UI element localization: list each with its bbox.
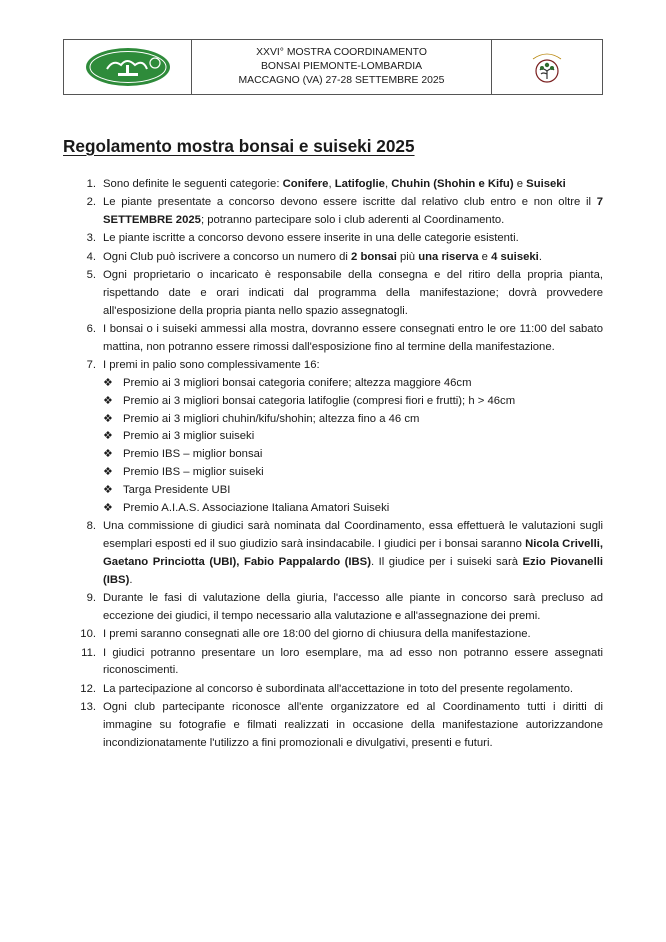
rule-number: 11. xyxy=(81,646,96,659)
prize-item: ❖ Targa Presidente UBI xyxy=(103,482,603,500)
header-line-2: BONSAI PIEMONTE-LOMBARDIA xyxy=(260,61,423,72)
rule-text: Durante le fasi di valutazione della giuria, l'accesso alle piante in concorso sarà precluso ad eccezione dei giudici, il tempo necessario alla valutazione e all'assegnazione dei premi. xyxy=(103,592,603,623)
rule-text: Ogni proprietario o incaricato è responsabile della consegna e del ritiro della propria pianta, rispettando date e orari indicati dal programma della manifestazione; dovrà provvedere all'esposizione della propria pianta nello spazio assegnatogli. xyxy=(103,268,603,317)
rule-text: La partecipazione al concorso è subordinata all'accettazione in toto del presente regolamento. xyxy=(103,682,574,695)
prize-item: ❖ Premio ai 3 miglior suiseki xyxy=(103,428,603,446)
diamond-bullet-icon: ❖ xyxy=(103,466,113,479)
rule-number: 7. xyxy=(86,358,96,371)
prize-item: ❖ Premio A.I.A.S. Associazione Italiana Amatori Suiseki xyxy=(103,500,603,518)
rule-number: 12. xyxy=(80,682,96,695)
rule-text: Le piante presentate a concorso devono essere iscritte dal relativo club entro e non oltre il 7 SETTEMBRE 2025; potranno partecipare solo i club aderenti al Coordinamento. xyxy=(103,196,603,227)
rule-number: 9. xyxy=(86,592,96,605)
rule-text: Ogni club partecipante riconosce all'ente organizzatore ed al Coordinamento tutti i diritti di immagine su fotografie e filmati realizzati in occasione della manifestazione autorizzandone incondizionatamente l'utilizzo a fini promozionali e divulgativi, presenti e futuri. xyxy=(103,700,603,749)
prize-item: ❖ Premio IBS – miglior suiseki xyxy=(103,464,603,482)
diamond-bullet-icon: ❖ xyxy=(103,376,113,389)
rule-item xyxy=(78,645,603,681)
rule-text: Le piante iscritte a concorso devono essere inserite in una delle categorie esistenti. xyxy=(103,232,519,245)
rule-text: Una commissione di giudici sarà nominata dal Coordinamento, essa effettuerà le valutazioni sugli esemplari esposti ed il suo giudizio sarà insindacabile. I giudici per i bonsai saranno Nicola Crivelli, Gaetano Princiotta (UBI), Fabio Pappalardo (IBS). Il giudice per i suiseki sarà Ezio Piovanelli (IBS). xyxy=(103,520,603,587)
rule-number: 10. xyxy=(80,628,96,641)
header-left-cell xyxy=(64,40,192,94)
rule-number: 5. xyxy=(86,268,96,281)
header-title-cell xyxy=(192,40,492,94)
rule-number: 6. xyxy=(86,322,96,335)
rule-text: I premi saranno consegnati alle ore 18:00 del giorno di chiusura della manifestazione. xyxy=(103,628,531,641)
diamond-bullet-icon: ❖ xyxy=(103,502,113,515)
diamond-bullet-icon: ❖ xyxy=(103,448,113,461)
rule-number: 2. xyxy=(86,196,96,209)
rule-text: I bonsai o i suiseki ammessi alla mostra, dovranno essere consegnati entro le ore 11:00 del sabato mattina, non potranno essere rimossi dall'esposizione fino al termine della manifestazione. xyxy=(103,322,603,353)
diamond-bullet-icon: ❖ xyxy=(103,484,113,497)
rule-item xyxy=(78,357,603,518)
rule-item xyxy=(78,176,603,194)
header-right-cell xyxy=(492,40,602,94)
diamond-bullet-icon: ❖ xyxy=(103,430,113,443)
rule-item xyxy=(78,194,603,230)
rule-item xyxy=(78,681,603,699)
rule-number: 3. xyxy=(86,232,96,245)
prize-item: ❖ Premio ai 3 migliori bonsai categoria latifoglie (compresi fiori e frutti); h > 46cm xyxy=(103,393,603,411)
rule-item xyxy=(78,230,603,248)
prize-list xyxy=(103,375,603,518)
rule-text: Ogni Club può iscrivere a concorso un numero di 2 bonsai più una riserva e 4 suiseki. xyxy=(103,250,542,263)
diamond-bullet-icon: ❖ xyxy=(103,412,113,425)
rule-item xyxy=(78,699,603,753)
rule-number: 1. xyxy=(86,178,96,190)
rule-item xyxy=(78,321,603,357)
header-line-1: XXVI° MOSTRA COORDINAMENTO xyxy=(256,47,427,58)
rule-item xyxy=(78,249,603,267)
rules-list xyxy=(78,176,603,753)
bonsai-coordination-logo-icon xyxy=(85,47,171,87)
rule-number: 13. xyxy=(80,700,96,713)
rule-item xyxy=(78,590,603,626)
prize-item: ❖ Premio ai 3 migliori bonsai categoria conifere; altezza maggiore 46cm xyxy=(103,375,603,393)
rule-text: I premi in palio sono complessivamente 16: xyxy=(103,358,320,371)
header-table xyxy=(63,39,603,95)
club-emblem-icon xyxy=(527,47,567,87)
rule-number: 4. xyxy=(86,250,96,263)
rule-text: Sono definite le seguenti categorie: Conifere, Latifoglie, Chuhin (Shohin e Kifu) e Suiseki xyxy=(103,178,566,190)
rule-item xyxy=(78,626,603,644)
prize-item: ❖ Premio ai 3 migliori chuhin/kifu/shohin; altezza fino a 46 cm xyxy=(103,411,603,429)
rule-number: 8. xyxy=(86,520,96,533)
prize-item: ❖ Premio IBS – miglior bonsai xyxy=(103,446,603,464)
diamond-bullet-icon: ❖ xyxy=(103,394,113,407)
page-title: Regolamento mostra bonsai e suiseki 2025 xyxy=(63,136,415,156)
rule-item xyxy=(78,267,603,321)
header-line-3: MACCAGNO (VA) 27-28 SETTEMBRE 2025 xyxy=(238,75,445,86)
rule-item xyxy=(78,518,603,590)
rule-text: I giudici potranno presentare un loro esemplare, ma ad esso non potranno essere assegnati riconoscimenti. xyxy=(103,646,603,677)
